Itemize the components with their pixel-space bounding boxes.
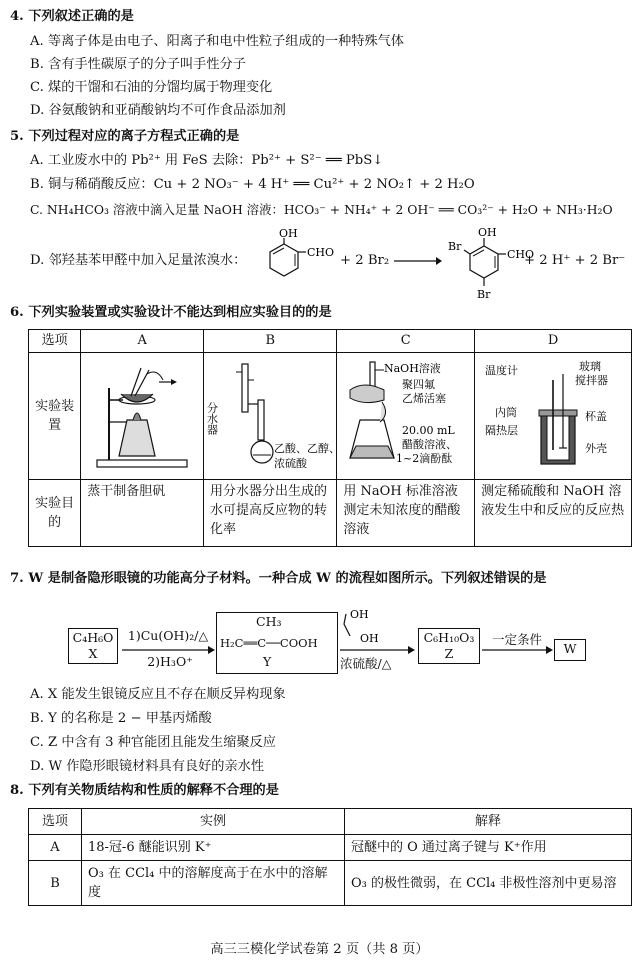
q6-device-d [475,353,632,480]
glycol-oh-1: OH [350,608,369,621]
reagent-label-2: 浓硫酸 [274,457,308,470]
ptfe-label: 聚四氟 [401,378,435,391]
q6-row-device-label: 实验装置 [29,353,81,480]
q8-row-a-example: 18-冠-6 醚能识别 K⁺ [82,835,345,861]
q6-purpose-c: 用 NaOH 标准溶液测定未知浓度的醋酸溶液 [337,480,475,547]
q5-option-c: C. NH₄HCO₃ 溶液中滴入足量 NaOH 溶液：HCO₃⁻ + NH₄⁺ + 2 OH⁻ ══ CO₃²⁻ + H₂O + NH₃·H₂O [30,202,613,217]
q7-option-b: B. Y 的名称是 2 − 甲基丙烯酸 [30,711,212,726]
q7-x-label: X [88,646,98,661]
q8-header-explain: 解释 [345,809,632,835]
q7-stem: 7. W 是制备隐形眼镜的功能高分子材料。一种合成 W 的流程如图所示。下列叙述错误的是 [10,571,547,586]
q6-device-b [204,353,341,480]
salicylaldehyde-structure [262,228,342,280]
naoh-label: NaOH溶液 [383,362,441,375]
reaction-arrow [392,256,442,266]
reagent-label: 乙酸、乙醇、 [274,442,341,455]
q5-option-a: A. 工业废水中的 Pb²⁺ 用 FeS 去除：Pb²⁺ + S²⁻ ══ PbS↓ [30,153,384,168]
q6-header-a: A [81,330,204,353]
insulation-label: 隔热层 [485,424,519,437]
q6-purpose-b: 用分水器分出生成的水可提高反应物的转化率 [204,480,337,547]
q4-option-a: A. 等离子体是由电子、阳离子和电中性粒子组成的一种特殊气体 [30,34,404,49]
q8-header-option: 选项 [29,809,82,835]
q6-purpose-a: 蒸干制备胆矾 [81,480,204,547]
q6-header-d: D [475,330,632,353]
q7-option-d: D. W 作隐形眼镜材料具有良好的亲水性 [30,759,265,774]
q8-header-example: 实例 [82,809,345,835]
shell-label: 外壳 [585,442,608,455]
cho-label: CHO [307,246,335,259]
cho-label: CHO [507,248,535,261]
q5-option-d: D. 邻羟基苯甲醛中加入足量浓溴水： [30,253,247,268]
oh-label: OH [279,227,298,240]
q8-table [28,808,632,906]
q6-device-a [81,353,204,480]
separator-label: 分水器 [205,402,219,435]
q6-row-purpose-label: 实验目的 [29,480,81,547]
q4-stem: 4. 下列叙述正确的是 [10,9,134,24]
water-separator-apparatus-icon [205,360,341,472]
q4-option-d: D. 谷氨酸钠和亚硝酸钠均不可作食品添加剂 [30,103,286,118]
inner-label: 内筒 [495,406,518,419]
page-footer: 高三三模化学试卷第 2 页（共 8 页） [210,942,429,957]
q5-stem: 5. 下列过程对应的离子方程式正确的是 [10,129,240,144]
q7-y-label: Y [263,654,272,669]
volume-label: 20.00 mL [401,424,455,437]
q4-option-b: B. 含有手性碳原子的分子叫手性分子 [30,57,246,72]
q7-step2: 2)H₃O⁺ [147,654,193,669]
q8-row-b-example: O₃ 在 CCl₄ 中的溶解度高于在水中的溶解度 [82,861,345,906]
q5-option-b: B. 铜与稀硝酸反应：Cu + 2 NO₃⁻ + 4 H⁺ ══ Cu²⁺ + 2 NO₂↑ + 2 H₂O [30,177,475,192]
stirrer-label: 玻璃 [579,360,602,373]
oh-label: OH [478,226,497,239]
q6-device-c [337,353,475,480]
q7-cond: 浓硫酸/△ [340,656,392,671]
br-label: Br [477,288,491,301]
q6-table [28,329,632,547]
glycol-oh-2: OH [360,632,379,645]
q7-z-label: Z [444,646,454,661]
q6-header-b: B [204,330,337,353]
q6-header-c: C [337,330,475,353]
q6-stem: 6. 下列实验装置或实验设计不能达到相应实验目的的是 [10,305,332,320]
q7-w-label: W [563,641,577,656]
q8-row-b-explain: O₃ 的极性微弱，在 CCl₄ 非极性溶剂中更易溶 [345,861,632,906]
lid-label: 杯盖 [585,410,608,423]
q8-stem: 8. 下列有关物质结构和性质的解释不合理的是 [10,783,279,798]
q7-x-formula: C₄H₆O [72,630,114,645]
ptfe-label-2: 乙烯活塞 [401,392,446,405]
q8-row-b-option: B [29,861,82,906]
q7-option-c: C. Z 中含有 3 种官能团且能发生缩聚反应 [30,735,276,750]
ethylene-glycol-structure [338,604,412,646]
q8-row-a-explain: 冠醚中的 O 通过离子键与 K⁺作用 [345,835,632,861]
q7-cond2: 一定条件 [491,632,542,647]
br-label: Br [448,240,462,253]
q6-header-option: 选项 [29,330,81,353]
acid-label: 醋酸溶液、 [401,438,457,451]
q7-z-formula: C₆H₁₀O₃ [423,630,475,645]
indicator-label: 1~2滴酚酞 [395,452,452,465]
q6-purpose-d: 测定稀硫酸和 NaOH 溶液发生中和反应的反应热 [475,480,632,547]
evaporation-apparatus-icon [87,360,197,472]
q7-arrow-3 [480,645,554,655]
q5-d-products: + 2 H⁺ + 2 Br⁻ [524,253,626,268]
q4-option-c: C. 煤的干馏和石油的分馏均属于物理变化 [30,80,273,95]
stirrer-label-2: 搅拌器 [575,374,609,387]
q7-step1: 1)Cu(OH)₂/△ [127,628,209,643]
q5-d-plus-br2: + 2 Br₂ [340,253,390,268]
q7-option-a: A. X 能发生银镜反应且不存在顺反异构现象 [30,687,286,702]
titration-apparatus-icon [344,360,468,472]
thermometer-label: 温度计 [485,364,519,377]
q8-row-a-option: A [29,835,82,861]
q7-y-ch3: CH₃ [256,614,282,629]
q7-y-main: H₂C══C──COOH [220,636,318,650]
calorimeter-apparatus-icon [483,360,623,472]
